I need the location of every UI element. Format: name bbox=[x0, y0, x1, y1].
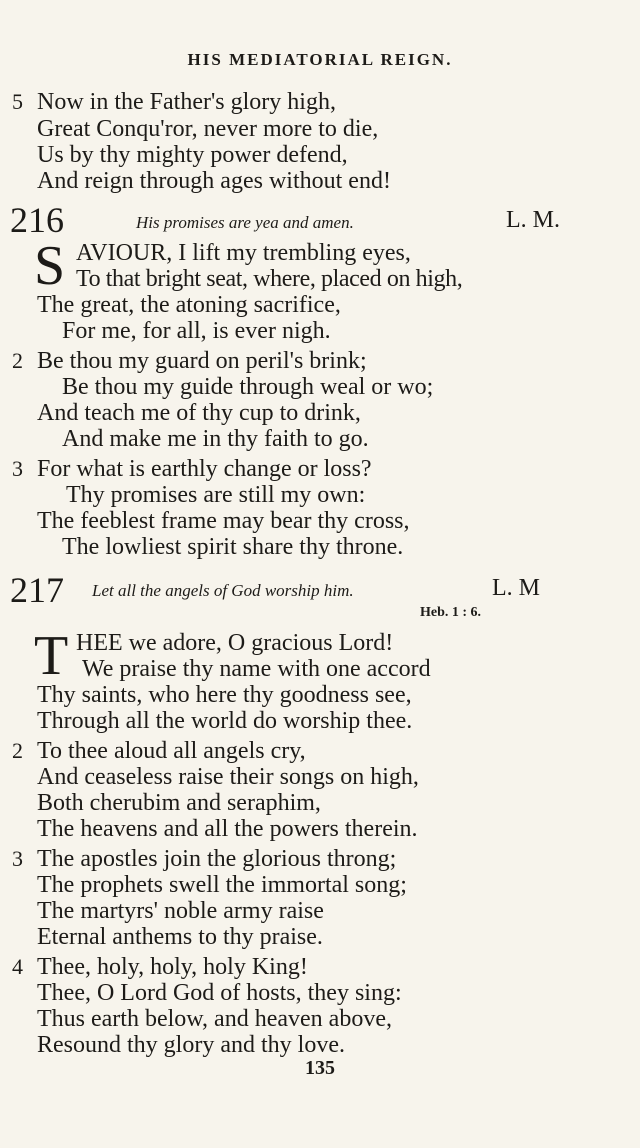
verse-number: 2 bbox=[12, 738, 23, 763]
hymn-meter: L. M bbox=[492, 575, 540, 601]
verse-line: And ceaseless raise their songs on high, bbox=[37, 764, 419, 790]
hymn-number: 217 bbox=[10, 570, 64, 610]
verse-line: The heavens and all the powers therein. bbox=[37, 816, 418, 842]
verse-line: Both cherubim and seraphim, bbox=[37, 790, 321, 816]
verse-number: 3 bbox=[12, 456, 23, 481]
scripture-reference: Heb. 1 : 6. bbox=[420, 605, 482, 620]
verse-line: For what is earthly change or loss? bbox=[37, 456, 372, 482]
verse-line: Eternal anthems to thy praise. bbox=[37, 924, 323, 950]
verse-line: We praise thy name with one accord bbox=[82, 656, 431, 682]
hymn-number: 216 bbox=[10, 200, 64, 240]
hymn-title: Let all the angels of God worship him. bbox=[92, 581, 354, 600]
verse-line: Now in the Father's glory high, bbox=[37, 89, 336, 115]
verse-line: Thy saints, who here thy goodness see, bbox=[37, 682, 412, 708]
verse-line: AVIOUR, I lift my trembling eyes, bbox=[76, 240, 411, 266]
verse-line: To that bright seat, where, placed on high, bbox=[76, 266, 463, 292]
verse-line: The prophets swell the immortal song; bbox=[37, 872, 407, 898]
verse-line: Thus earth below, and heaven above, bbox=[37, 1006, 392, 1032]
verse-line: Be thou my guide through weal or wo; bbox=[62, 374, 434, 400]
verse-line: The great, the atoning sacrifice, bbox=[37, 292, 341, 318]
page-number: 135 bbox=[305, 1057, 335, 1079]
verse-line: The feeblest frame may bear thy cross, bbox=[37, 508, 410, 534]
verse-number: 2 bbox=[12, 348, 23, 373]
verse-line: For me, for all, is ever nigh. bbox=[62, 318, 331, 344]
verse-line: Thee, O Lord God of hosts, they sing: bbox=[37, 980, 402, 1006]
hymn-meter: L. M. bbox=[506, 207, 560, 233]
verse-line: Great Conqu'ror, never more to die, bbox=[37, 116, 379, 142]
verse-line: The apostles join the glorious throng; bbox=[37, 846, 397, 872]
verse-line: Us by thy mighty power defend, bbox=[37, 142, 348, 168]
verse-number: 4 bbox=[12, 954, 23, 979]
verse-line: The martyrs' noble army raise bbox=[37, 898, 324, 924]
verse-line: And reign through ages without end! bbox=[37, 168, 391, 194]
verse-number: 3 bbox=[12, 846, 23, 871]
verse-number: 5 bbox=[12, 89, 23, 114]
verse-line: And teach me of thy cup to drink, bbox=[37, 400, 361, 426]
verse-line: And make me in thy faith to go. bbox=[62, 426, 369, 452]
verse-line: Resound thy glory and thy love. bbox=[37, 1032, 345, 1058]
verse-line: To thee aloud all angels cry, bbox=[37, 738, 306, 764]
verse-line: Thy promises are still my own: bbox=[66, 482, 366, 508]
verse-line: Be thou my guard on peril's brink; bbox=[37, 348, 367, 374]
verse-line: The lowliest spirit share thy throne. bbox=[62, 534, 404, 560]
verse-line: Through all the world do worship thee. bbox=[37, 708, 413, 734]
running-head: HIS MEDIATORIAL REIGN. bbox=[187, 50, 453, 69]
verse-line: HEE we adore, O gracious Lord! bbox=[76, 630, 394, 656]
hymn-title: His promises are yea and amen. bbox=[136, 213, 354, 232]
drop-cap: T bbox=[34, 625, 69, 687]
verse-line: Thee, holy, holy, holy King! bbox=[37, 954, 308, 980]
drop-cap: S bbox=[34, 235, 66, 297]
